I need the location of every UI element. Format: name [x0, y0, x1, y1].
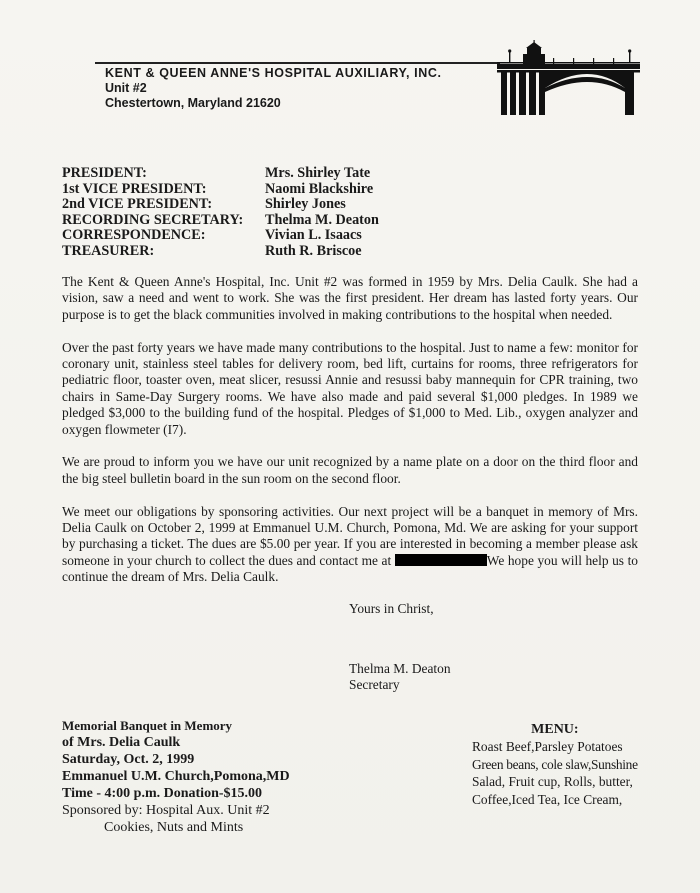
city-address: Chestertown, Maryland 21620 [105, 96, 281, 110]
redacted-contact [395, 554, 487, 566]
banquet-heading: Memorial Banquet in Memory [62, 718, 233, 733]
paragraph-history: The Kent & Queen Anne's Hospital, Inc. Unit #2 was formed in 1959 by Mrs. Delia Caulk. She had a vision, saw a need and went to work. She was the first president. Her dream has lasted forty years. Our purpose is to get the black communities involved in making contributions to the hospital when needed. [62, 274, 638, 322]
officer-title: RECORDING SECRETARY: [62, 211, 244, 228]
menu-item: Salad, Fruit cup, Rolls, butter, [472, 774, 633, 790]
officer-title: PRESIDENT: [62, 165, 147, 181]
banquet-details [62, 717, 290, 836]
banquet-sponsor: Sponsored by: Hospital Aux. Unit #2 [62, 803, 270, 818]
officer-row [62, 213, 379, 229]
banquet-time-donation: Time - 4:00 p.m. Donation-$15.00 [62, 786, 263, 801]
letterhead-rule [95, 62, 500, 64]
officer-name: Ruth R. Briscoe [265, 242, 362, 259]
paragraph-obligations [62, 504, 638, 586]
closing-salutation: Yours in Christ, [349, 601, 434, 616]
officer-row [62, 228, 379, 244]
unit-number: Unit #2 [105, 81, 147, 95]
org-name: KENT & QUEEN ANNE'S HOSPITAL AUXILIARY, INC. [105, 66, 442, 80]
signer-name: Thelma M. Deaton [349, 661, 451, 676]
officers-list [62, 166, 379, 260]
signer-title: Secretary [349, 677, 400, 692]
menu-item: Green beans, cole slaw,Sunshine [472, 756, 638, 772]
banquet-honoree: of Mrs. Delia Caulk [62, 735, 181, 750]
bridge-icon [497, 40, 640, 115]
menu-item: Roast Beef,Parsley Potatoes [472, 739, 623, 755]
officer-name: Vivian L. Isaacs [265, 227, 362, 244]
officer-title: TREASURER: [62, 242, 155, 259]
banquet-date: Saturday, Oct. 2, 1999 [62, 752, 195, 767]
menu-item: Coffee,Iced Tea, Ice Cream, [472, 791, 623, 807]
officer-name: Shirley Jones [265, 196, 346, 213]
banquet-refreshments: Cookies, Nuts and Mints [104, 820, 244, 835]
obligations-closing-text: We hope you will help us to continue the dream of Mrs. Delia Caulk. [62, 552, 638, 585]
officer-row [62, 182, 379, 198]
signature-block [349, 661, 451, 693]
obligations-text: We meet our obligations by sponsoring activities. Our next project will be a banquet in memory of Mrs. Delia Caulk on October 2, 1999 at Emmanuel U.M. Church, Pomona, Md. We are asking for your support by purchasing a ticket. The dues are $5.00 per year. If you are interested in becoming a member please ask someone in your church to collect the dues and contact me at [62, 503, 638, 568]
officer-row [62, 244, 379, 260]
officer-row [62, 166, 379, 182]
banquet-menu [472, 721, 638, 808]
letterhead-address [105, 66, 442, 111]
officer-title: 1st VICE PRESIDENT: [62, 180, 207, 197]
officer-title: 2nd VICE PRESIDENT: [62, 196, 213, 213]
banquet-location: Emmanuel U.M. Church,Pomona,MD [62, 769, 290, 784]
letter-body [62, 274, 638, 602]
paragraph-contributions: Over the past forty years we have made many contributions to the hospital. Just to name a few: monitor for coronary unit, stainless steel tables for delivery room, bed lift, curtains for rooms, three refrigerators for pediatric floor, toaster oven, meat slicer, resussi Annie and resussi baby mannequin for CPR training, two chairs in Same-Day Surgery rooms. We have also made and paid several $1,000 pledges. In 1989 we pledged $3,000 to the building fund of the hospital. Pledges of $1,000 to Med. Lib., oxygen analyzer and oxygen flowmeter (I7). [62, 339, 638, 437]
menu-title: MENU: [531, 722, 579, 737]
officer-title: CORRESPONDENCE: [62, 227, 206, 244]
officer-name: Naomi Blackshire [265, 180, 374, 197]
officer-name: Mrs. Shirley Tate [265, 165, 371, 181]
paragraph-recognition: We are proud to inform you we have our unit recognized by a name plate on a door on the third floor and the big steel bulletin board in the sun room on the second floor. [62, 454, 638, 486]
officer-name: Thelma M. Deaton [265, 211, 379, 228]
letterhead [95, 40, 640, 120]
officer-row [62, 197, 379, 213]
